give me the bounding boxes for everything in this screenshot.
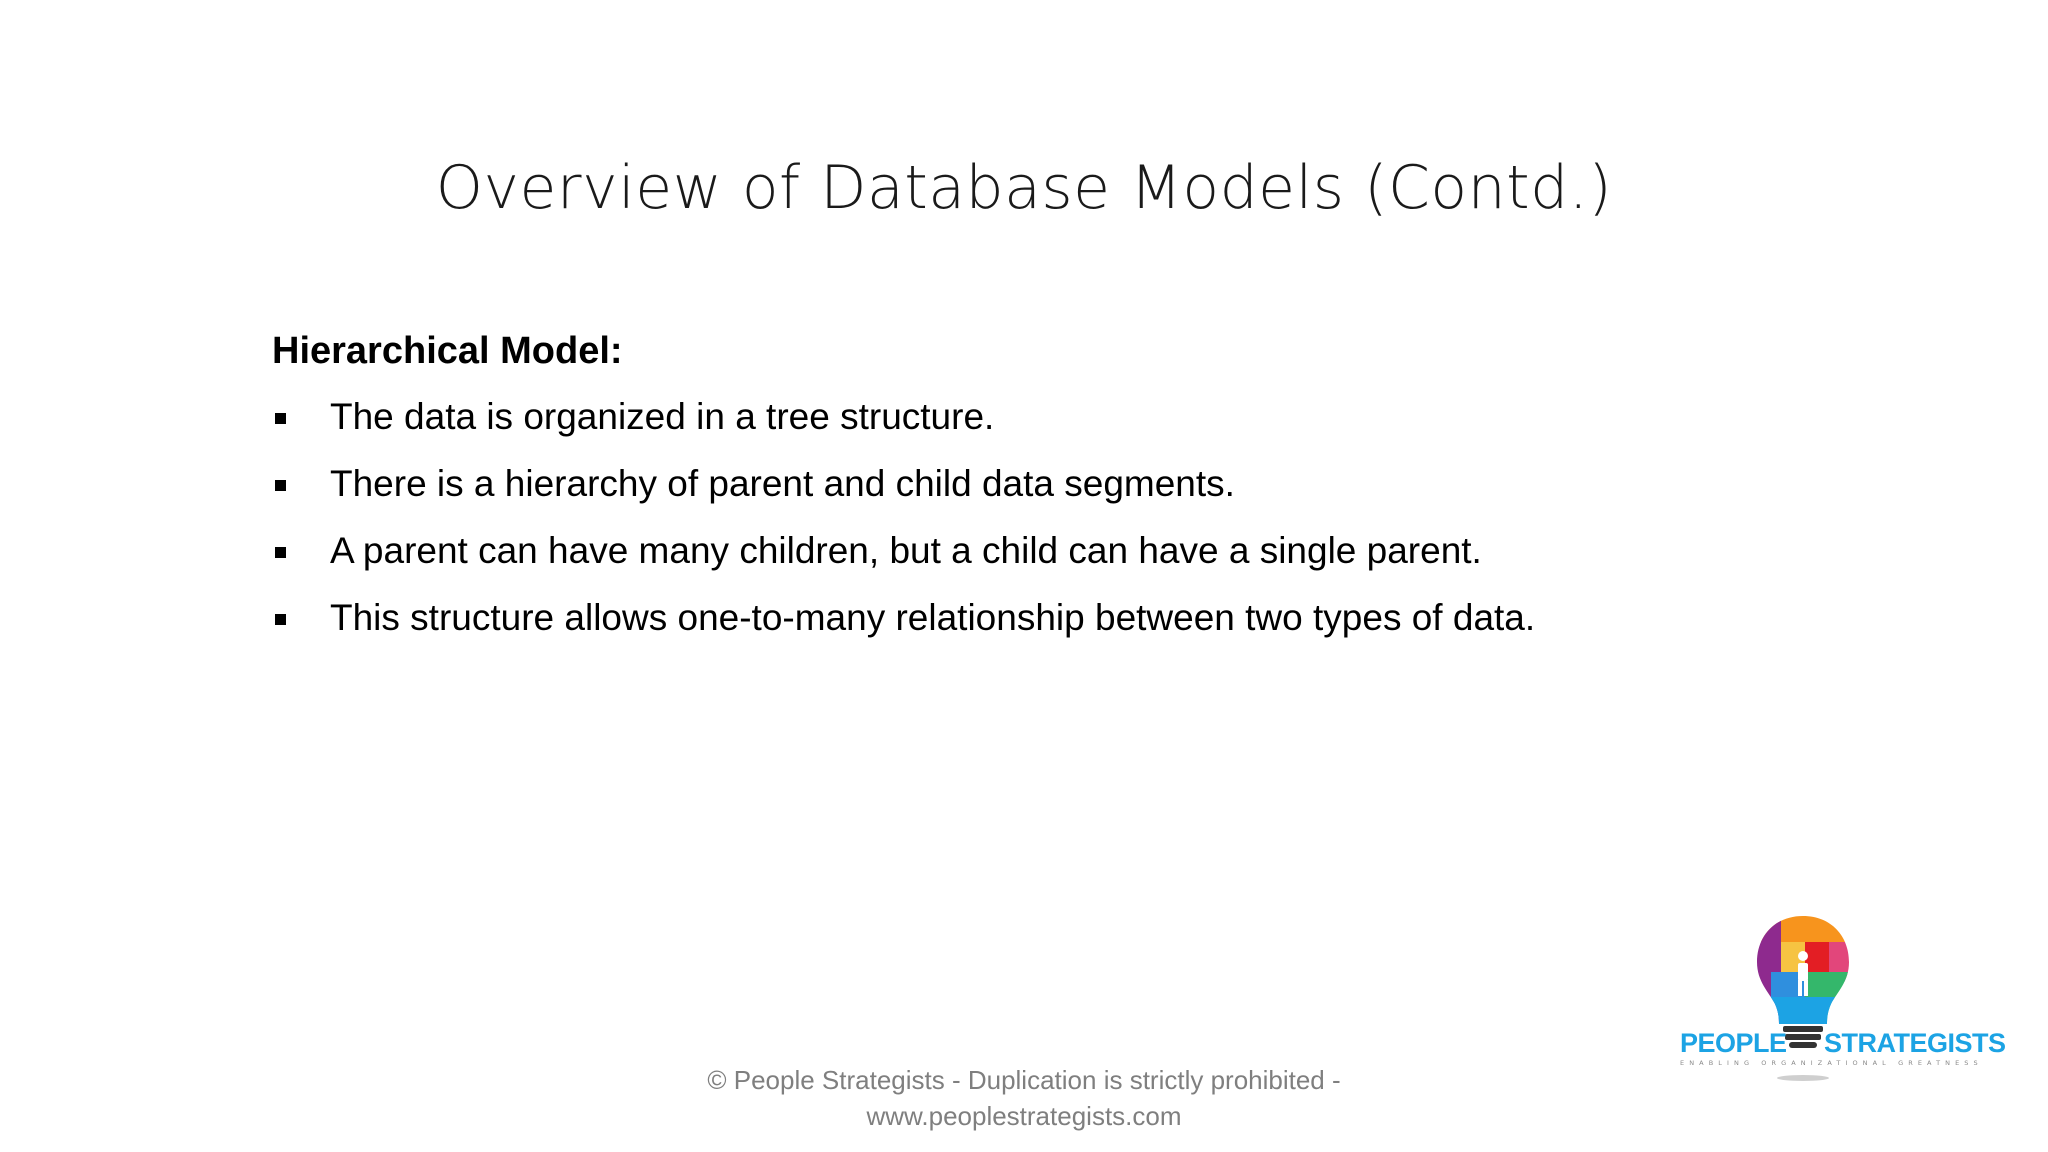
bullet-text: There is a hierarchy of parent and child data segments. xyxy=(330,463,1235,504)
bullet-text: A parent can have many children, but a child can have a single parent. xyxy=(330,530,1482,571)
slide-content xyxy=(272,325,1872,659)
logo-word-strategists: STRATEGISTS xyxy=(1824,1028,2006,1058)
footer-url: www.peoplestrategists.com xyxy=(866,1101,1182,1131)
bullet-text: This structure allows one-to-many relationship between two types of data. xyxy=(330,597,1536,638)
footer-copyright: © People Strategists - Duplication is strictly prohibited - xyxy=(707,1065,1341,1095)
square-bullet-icon xyxy=(275,480,286,491)
company-logo xyxy=(1676,912,2006,1088)
section-heading: Hierarchical Model: xyxy=(272,330,623,372)
bullet-item xyxy=(272,592,1872,644)
square-bullet-icon xyxy=(275,413,286,424)
logo-tagline: ENABLING ORGANIZATIONAL GREATNESS xyxy=(1680,1059,1983,1067)
logo-word-people: PEOPLE xyxy=(1680,1028,1787,1058)
bullet-list xyxy=(272,391,1872,644)
square-bullet-icon xyxy=(275,547,286,558)
bullet-text: The data is organized in a tree structure. xyxy=(330,396,995,437)
bullet-item xyxy=(272,458,1872,510)
slide-title: Overview of Database Models (Contd.) xyxy=(435,153,1613,223)
bullet-item xyxy=(272,525,1872,577)
square-bullet-icon xyxy=(275,614,286,625)
bullet-item xyxy=(272,391,1872,443)
logo-wordmark xyxy=(1676,1026,2006,1060)
